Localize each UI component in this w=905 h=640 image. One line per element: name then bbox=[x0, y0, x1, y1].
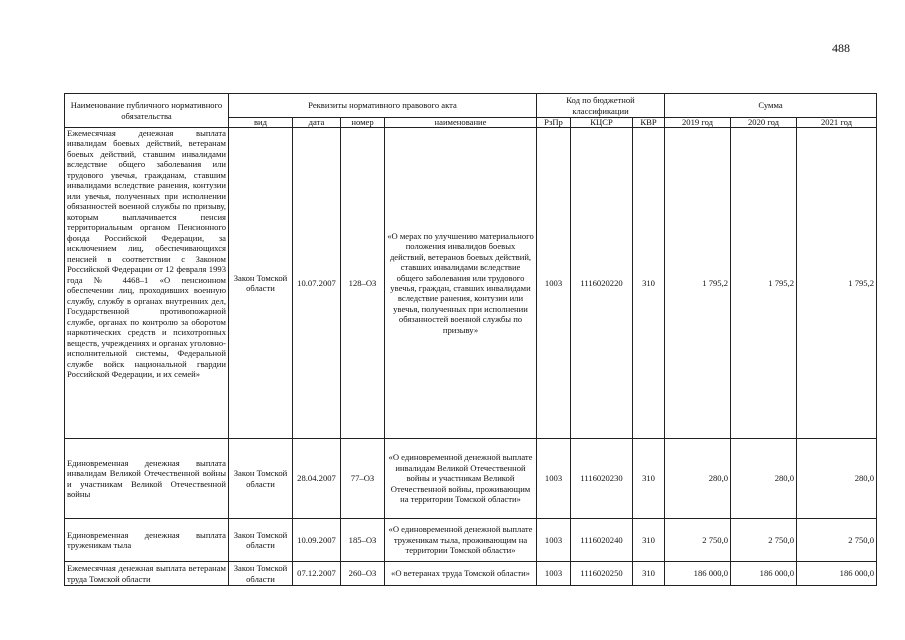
sum-2019-cell: 280,0 bbox=[665, 439, 731, 519]
page-number: 488 bbox=[832, 41, 850, 55]
obligation-cell: Ежемесячная денежная выплата инвалидам боевых действий, ветеранам боевых действий, ставшим инвалидами вследствие общего заболевания или трудового увечья, гражданам, ставшим инвалидами вследствие ранения, контузии или увечья, полученных при исполнении обязанностей военной службы по призыву, которым выплачивается пенсия территориальным органом Пенсионного фонда Российской Федерации, за исключением лиц, обеспечивающихся пенсией в соответствии с Законом Российской Федерации от 12 февраля 1993 года № 4468–1 «О пенсионном обеспечении лиц, проходивших военную службу, службу в органах внутренних дел, Государственной противопожарной службе, органах по контролю за оборотом наркотических средств и психотропных веществ, учреждениях и органах уголовно-исполнительной системы, Федеральной службе войск национальной гвардии Российской Федерации, и их семей» bbox=[65, 128, 229, 439]
kcsr-cell: 1116020250 bbox=[571, 562, 633, 586]
sum-2020-cell: 186 000,0 bbox=[731, 562, 797, 586]
act-title-cell: «О единовременной денежной выплате инвалидам Великой Отечественной войны и участникам Великой Отечественной войны, проживающим на территории Томской области» bbox=[385, 439, 537, 519]
sum-2020-cell: 1 795,2 bbox=[731, 128, 797, 439]
header-date: дата bbox=[293, 118, 341, 128]
kvr-cell: 310 bbox=[633, 519, 665, 562]
table-row bbox=[65, 562, 877, 586]
act-title-cell: «О мерах по улучшению материального положения инвалидов боевых действий, ветеранов боевых действий, ставших инвалидами вследствие общего заболевания или трудового увечья, граждан, ставших инвалидами вследствие ранения, контузии или увечья, полученных при исполнении обязанностей военной службы по призыву» bbox=[385, 128, 537, 439]
header-kvr: КВР bbox=[633, 118, 665, 128]
header-number: номер bbox=[341, 118, 385, 128]
act-number-cell: 260–ОЗ bbox=[341, 562, 385, 586]
act-date-cell: 10.07.2007 bbox=[293, 128, 341, 439]
header-kcsr: КЦСР bbox=[571, 118, 633, 128]
act-title-cell: «О единовременной денежной выплате труженикам тыла, проживающим на территории Томской области» bbox=[385, 519, 537, 562]
obligation-cell: Ежемесячная денежная выплата ветеранам труда Томской области bbox=[65, 562, 229, 586]
header-2021: 2021 год bbox=[797, 118, 877, 128]
sum-2021-cell: 1 795,2 bbox=[797, 128, 877, 439]
sum-2021-cell: 280,0 bbox=[797, 439, 877, 519]
table-row bbox=[65, 439, 877, 519]
act-type-cell: Закон Томской области bbox=[229, 562, 293, 586]
act-type-cell: Закон Томской области bbox=[229, 439, 293, 519]
kvr-cell: 310 bbox=[633, 439, 665, 519]
header-requisites: Реквизиты нормативного правового акта bbox=[229, 94, 537, 118]
act-date-cell: 10.09.2007 bbox=[293, 519, 341, 562]
sum-2020-cell: 280,0 bbox=[731, 439, 797, 519]
act-number-cell: 128–ОЗ bbox=[341, 128, 385, 439]
rzpr-cell: 1003 bbox=[537, 439, 571, 519]
sum-2019-cell: 1 795,2 bbox=[665, 128, 731, 439]
table-row bbox=[65, 128, 877, 439]
header-rzpr: РзПр bbox=[537, 118, 571, 128]
header-title: наименование bbox=[385, 118, 537, 128]
header-budget-code: Код по бюджетной классификации bbox=[537, 94, 665, 118]
header-sum: Сумма bbox=[665, 94, 877, 118]
obligation-cell: Единовременная денежная выплата инвалидам Великой Отечественной войны и участникам Великой Отечественной войны bbox=[65, 439, 229, 519]
header-row-top bbox=[65, 94, 877, 118]
rzpr-cell: 1003 bbox=[537, 128, 571, 439]
sum-2019-cell: 2 750,0 bbox=[665, 519, 731, 562]
budget-obligations-table bbox=[64, 93, 877, 586]
act-date-cell: 28.04.2007 bbox=[293, 439, 341, 519]
header-type: вид bbox=[229, 118, 293, 128]
act-number-cell: 185–ОЗ bbox=[341, 519, 385, 562]
sum-2021-cell: 186 000,0 bbox=[797, 562, 877, 586]
header-2020: 2020 год bbox=[731, 118, 797, 128]
kvr-cell: 310 bbox=[633, 128, 665, 439]
rzpr-cell: 1003 bbox=[537, 519, 571, 562]
table-row bbox=[65, 519, 877, 562]
header-obligation: Наименование публичного нормативного обязательства bbox=[65, 94, 229, 128]
act-date-cell: 07.12.2007 bbox=[293, 562, 341, 586]
act-title-cell: «О ветеранах труда Томской области» bbox=[385, 562, 537, 586]
act-type-cell: Закон Томской области bbox=[229, 128, 293, 439]
sum-2020-cell: 2 750,0 bbox=[731, 519, 797, 562]
kvr-cell: 310 bbox=[633, 562, 665, 586]
kcsr-cell: 1116020220 bbox=[571, 128, 633, 439]
sum-2021-cell: 2 750,0 bbox=[797, 519, 877, 562]
rzpr-cell: 1003 bbox=[537, 562, 571, 586]
obligation-cell: Единовременная денежная выплата труженикам тыла bbox=[65, 519, 229, 562]
kcsr-cell: 1116020240 bbox=[571, 519, 633, 562]
kcsr-cell: 1116020230 bbox=[571, 439, 633, 519]
sum-2019-cell: 186 000,0 bbox=[665, 562, 731, 586]
act-type-cell: Закон Томской области bbox=[229, 519, 293, 562]
header-2019: 2019 год bbox=[665, 118, 731, 128]
act-number-cell: 77–ОЗ bbox=[341, 439, 385, 519]
